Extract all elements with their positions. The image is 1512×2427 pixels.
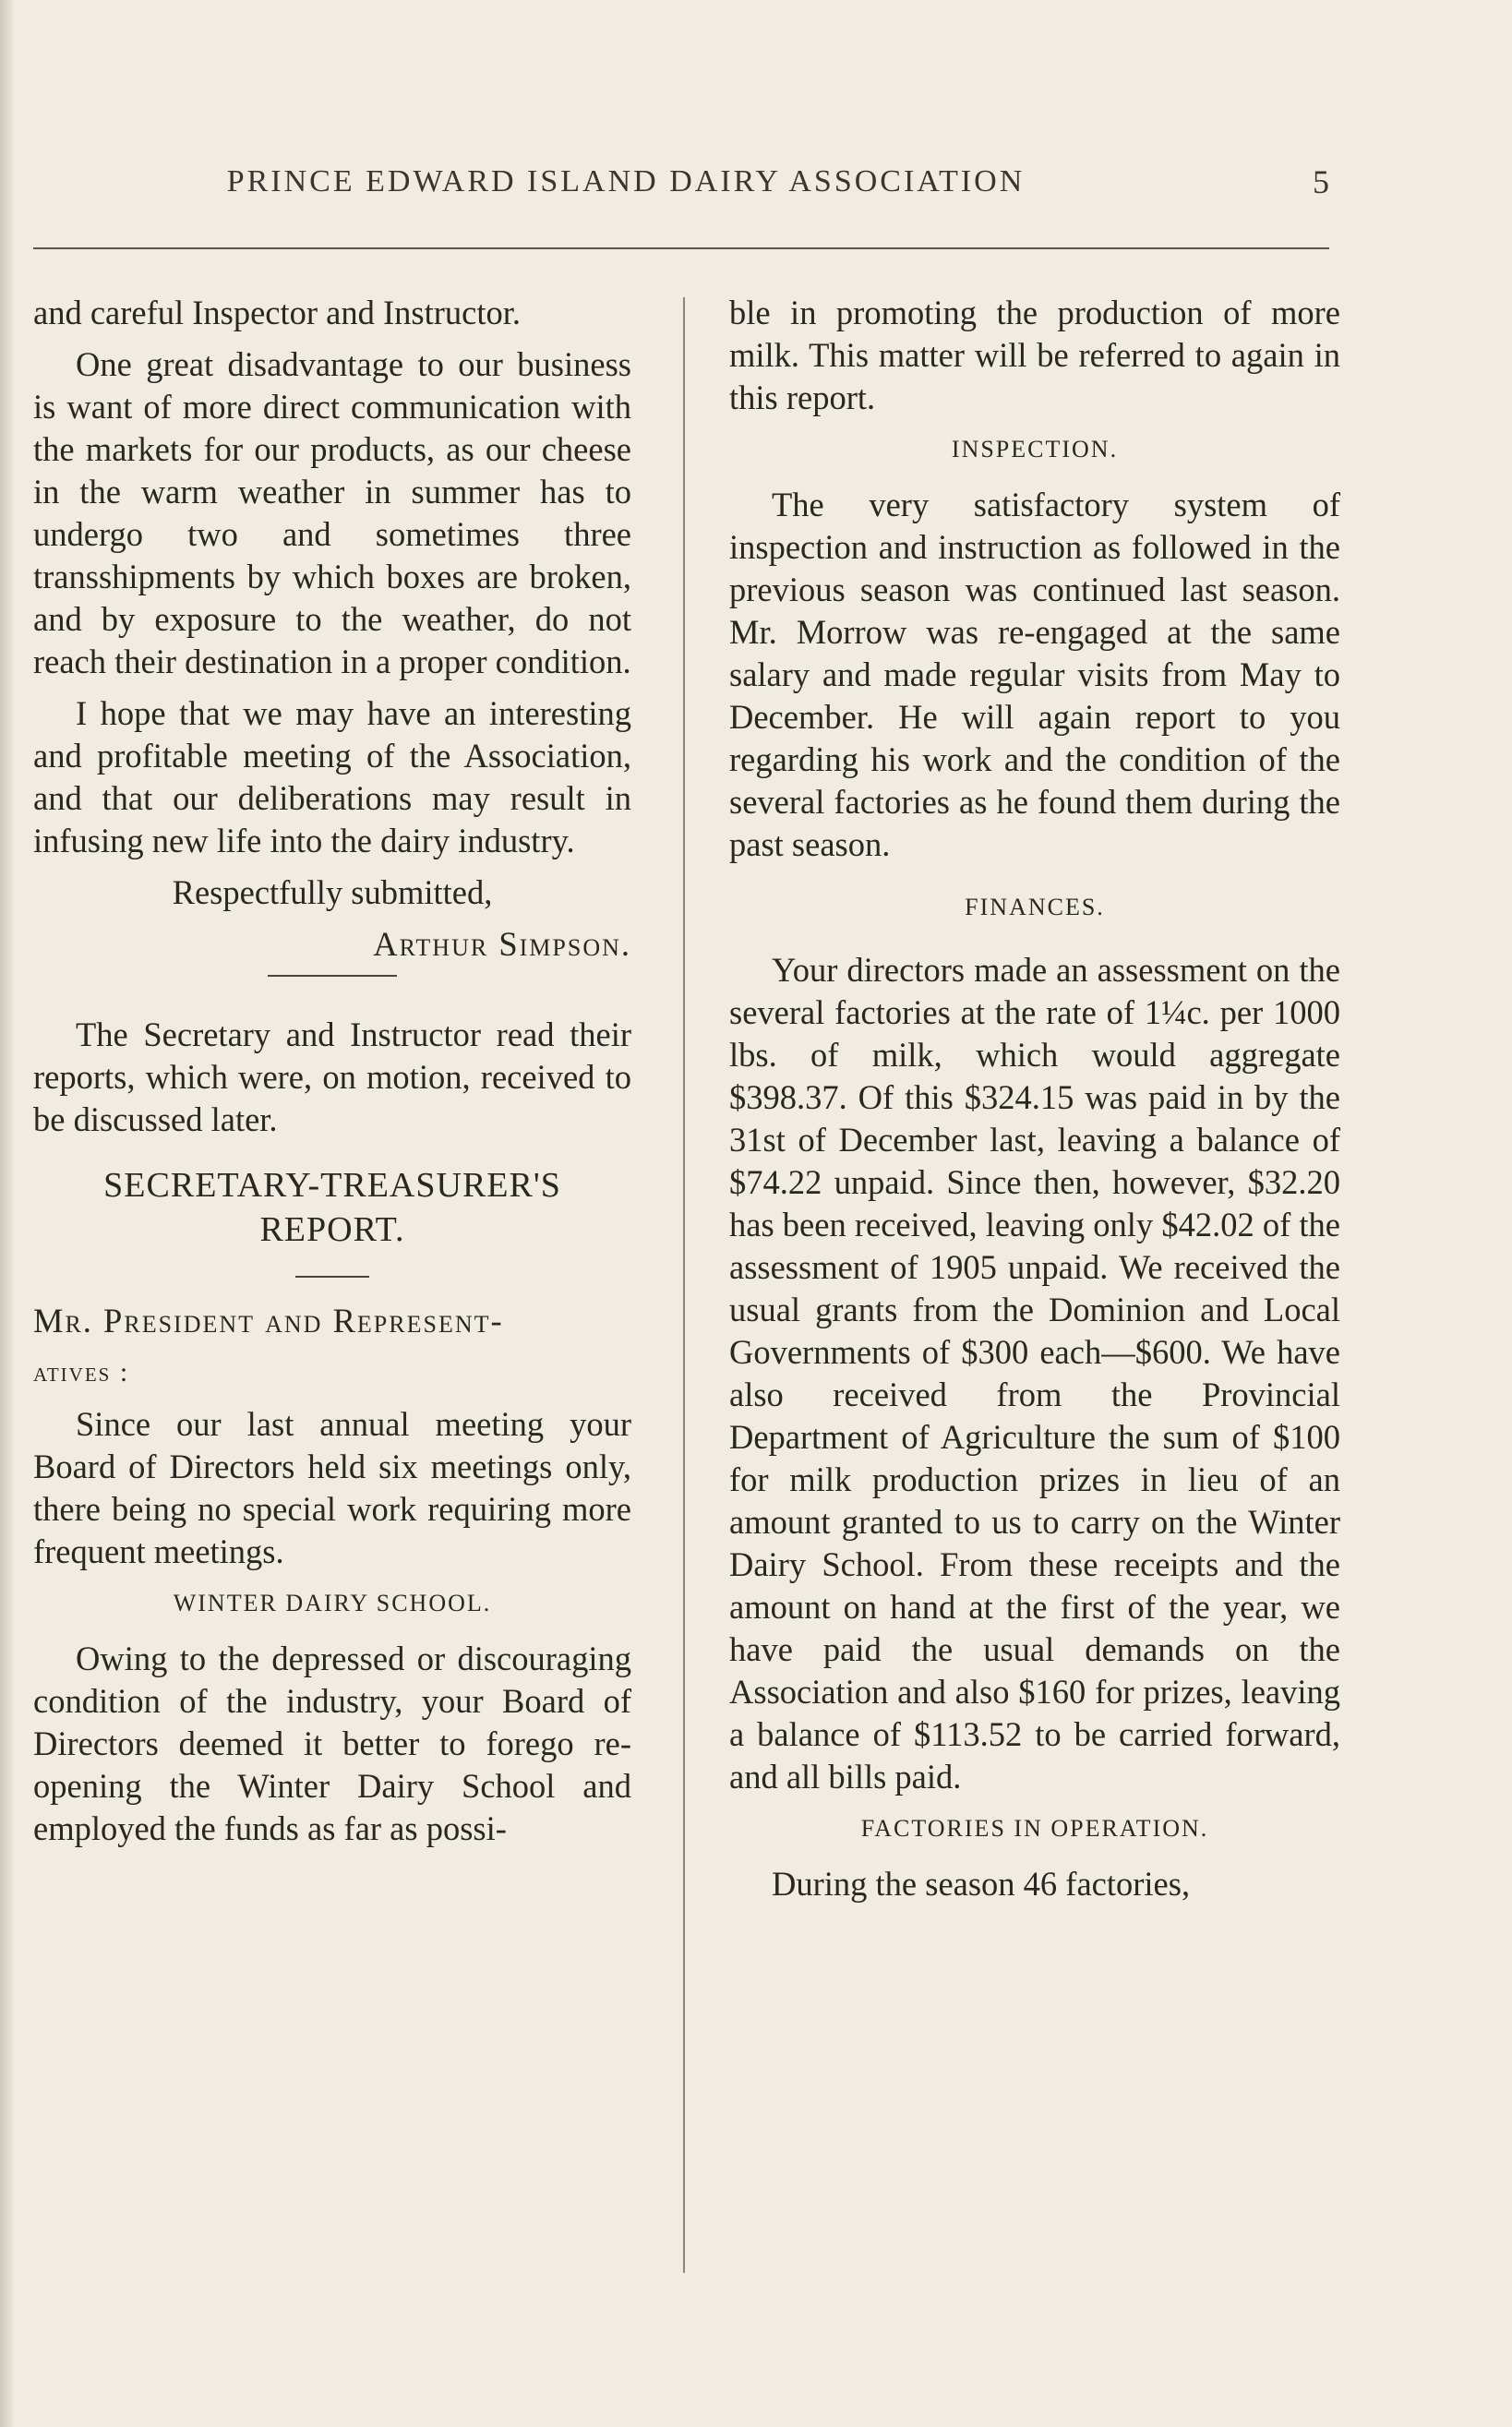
signoff: Respectfully submitted, — [172, 873, 493, 911]
section-title-line-1: SECRETARY-TREASURER'S — [103, 1166, 561, 1205]
paragraph: ble in promoting the production of more milk. This matter will be referred to again in this report. — [729, 294, 1340, 416]
section-rule — [295, 1276, 369, 1278]
paragraph: I hope that we may have an interesting and profitable meeting of the Association, and that our deliberations may result in infusing new life into the dairy industry. — [33, 694, 631, 859]
right-column — [729, 292, 1340, 1915]
paragraph: and careful Inspector and Instructor. — [33, 294, 522, 331]
signature: Arthur Simpson. — [373, 925, 631, 963]
paragraph: The Secretary and Instructor read their reports, which were, on motion, received to be discussed later. — [33, 1015, 631, 1138]
header-rule — [33, 247, 1329, 249]
paragraph: Your directors made an assessment on the several factories at the rate of 1¼c. per 1000 lbs. of milk, which would aggregate $398.37. Of this $324.15 was paid in by the 31st of December last, leaving a balance of $74.22 unpaid. Since then, however, $32.20 has been received, leaving only $42.02 of the assessment of 1905 unpaid. We received the usual grants from the Dominion and Local Governments of $300 each—$600. We have also received from the Provincial Department of Agriculture the sum of $100 for milk production prizes in lieu of an amount granted to us to carry on the Winter Dairy School. From these receipts and the amount on hand at the first of the year, we have paid the usual demands on the Association and also $160 for prizes, leaving a balance of $113.52 to be carried forward, and all bills paid. — [729, 951, 1340, 1796]
running-head: PRINCE EDWARD ISLAND DAIRY ASSOCIATION — [226, 164, 1026, 198]
subhead-factories-in-operation: FACTORIES IN OPERATION. — [860, 1815, 1209, 1842]
page-edge — [0, 0, 13, 2427]
paragraph: During the season 46 factories, — [772, 1865, 1191, 1903]
paragraph: The very satisfactory system of inspection and instruction as followed in the previous season was continued last season. Mr. Morrow was re-engaged at the same salary and made regular visits from May to December. He will again report to you regarding his work and the condition of the several factories as he found them during the past season. — [729, 486, 1340, 863]
salutation: Mr. President and Represent- — [33, 1302, 504, 1340]
left-column — [33, 292, 631, 1859]
section-title-line-2: REPORT. — [259, 1210, 405, 1249]
paragraph: Since our last annual meeting your Board of Directors held six meetings only, there being no special work requiring more frequent meetings. — [33, 1405, 631, 1570]
salutation-cont: atives : — [33, 1357, 130, 1388]
subhead-inspection: INSPECTION. — [951, 436, 1119, 463]
page-header — [33, 164, 1329, 210]
column-divider — [683, 297, 685, 2273]
subhead-winter-dairy-school: WINTER DAIRY SCHOOL. — [173, 1590, 492, 1616]
section-rule — [268, 975, 397, 977]
page-number: 5 — [1313, 163, 1329, 200]
paragraph: One great disadvantage to our business is want of more direct communication with the markets for our products, as our cheese in the warm weather in summer has to undergo two and sometimes three transshipments by which boxes are broken, and by exposure to the weather, do not reach their destination in a proper condition. — [33, 345, 631, 680]
subhead-finances: FINANCES. — [965, 894, 1105, 920]
paragraph: Owing to the depressed or discouraging condition of the industry, your Board of Directors deemed it better to forego re-opening the Winter Dairy School and employed the funds as far as possi- — [33, 1640, 631, 1847]
section-title — [33, 1163, 631, 1252]
